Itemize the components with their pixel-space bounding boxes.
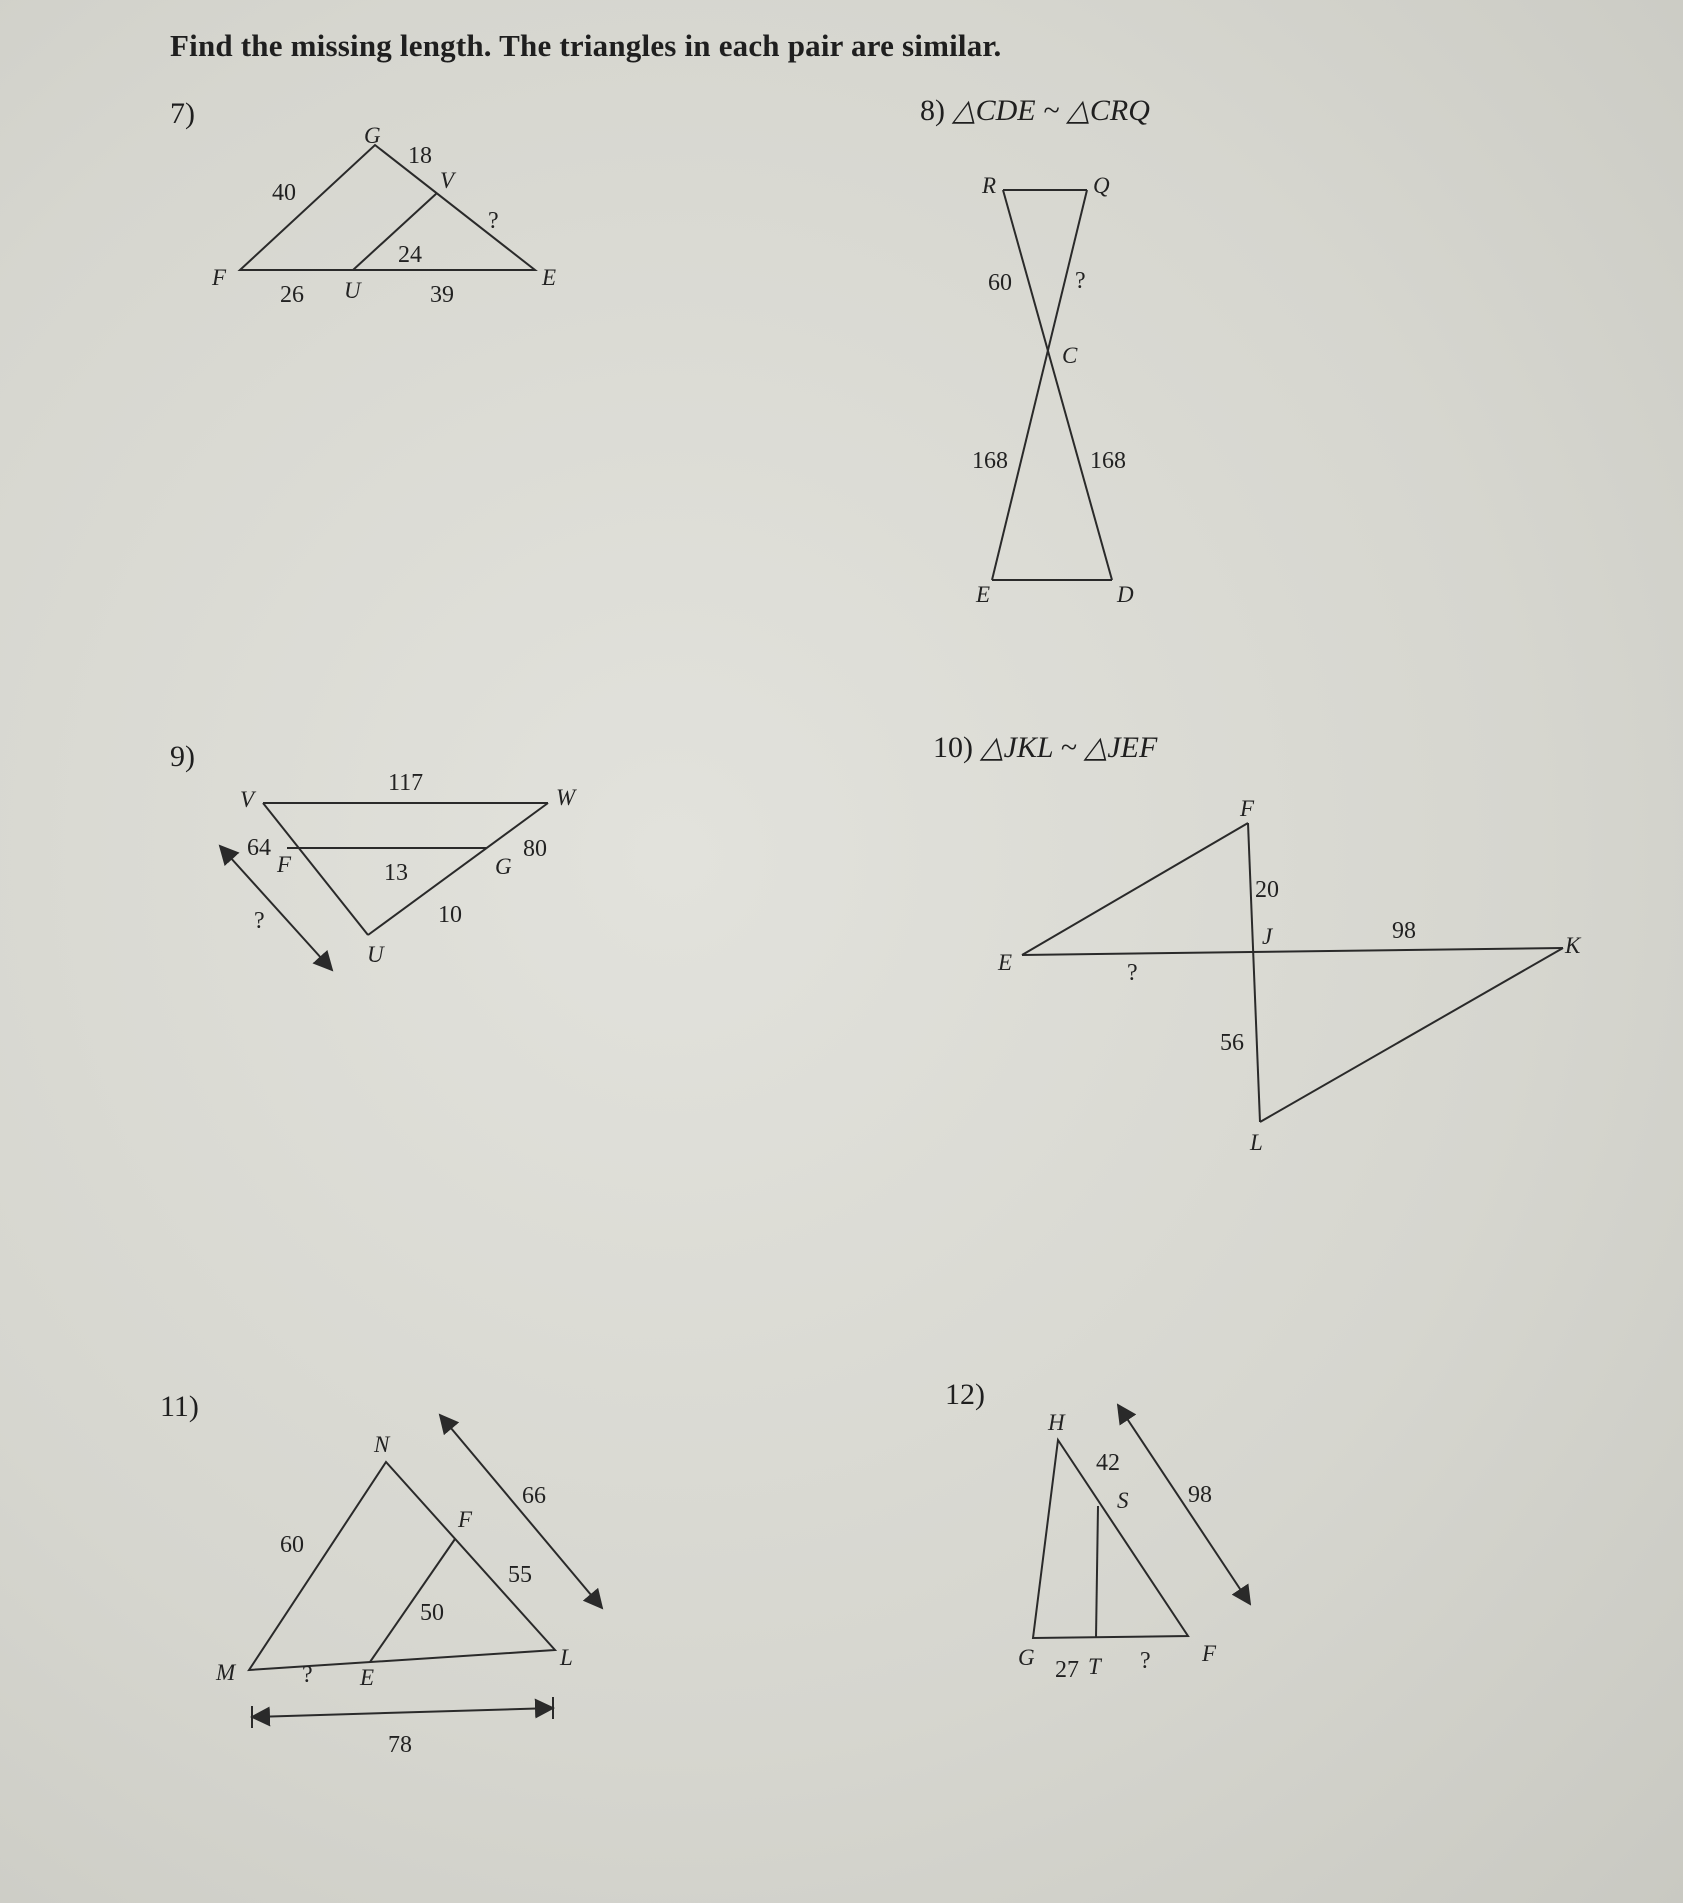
- p12-segment-st: [1096, 1506, 1098, 1638]
- p12-length-hf: 98: [1188, 1482, 1212, 1508]
- p8-length-cd: 168: [1090, 448, 1126, 474]
- p10-length-ej: ?: [1127, 960, 1138, 986]
- p12-length-gt: 27: [1055, 1657, 1079, 1683]
- p8-vertex-q: Q: [1093, 173, 1110, 198]
- p8-length-rc: 60: [988, 270, 1012, 296]
- p7-length-ve: ?: [488, 208, 499, 234]
- p8-vertex-e: E: [976, 582, 991, 607]
- p10-length-jk: 98: [1392, 918, 1416, 944]
- p11-vertex-f: F: [458, 1507, 473, 1532]
- p11-length-mn: 60: [280, 1532, 304, 1558]
- problem-11-figure: [215, 1415, 602, 1758]
- p9-vertex-u: U: [367, 942, 384, 967]
- p9-vertex-w: W: [556, 785, 576, 810]
- p7-length-fg: 40: [272, 180, 296, 206]
- p10-vertex-f: F: [1240, 796, 1255, 821]
- p11-vertex-m: M: [216, 1660, 236, 1685]
- p9-length-vw: 117: [388, 770, 424, 796]
- p9-length-fg: 13: [384, 860, 408, 886]
- p9-arrow-vu: [220, 846, 332, 970]
- p7-vertex-f: F: [212, 265, 227, 290]
- problem-8-figure: [972, 173, 1134, 607]
- p7-length-ue: 39: [430, 282, 454, 308]
- problem-11-number: 11): [160, 1390, 199, 1423]
- p9-length-fu: ?: [254, 908, 265, 934]
- problem-7-number: 7): [170, 97, 195, 130]
- p7-length-gv: 18: [408, 143, 432, 169]
- instructions-heading: Find the missing length. The triangles in each pair are similar.: [170, 28, 1002, 63]
- problem-10-number: 10): [933, 731, 973, 764]
- p9-length-gu: 10: [438, 902, 462, 928]
- p7-vertex-g: G: [364, 123, 381, 148]
- problem-7-figure: [211, 123, 556, 308]
- p11-length-fl: 55: [508, 1562, 532, 1588]
- p10-length-fj: 20: [1255, 877, 1279, 903]
- problem-9-number: 9): [170, 740, 195, 773]
- p7-length-uv: 24: [398, 242, 422, 268]
- p9-length-vf: 64: [247, 835, 271, 861]
- p8-segment-rd: [1003, 190, 1112, 580]
- p10-length-jl: 56: [1220, 1030, 1244, 1056]
- problem-10-relation: △JKL ~ △JEF: [980, 731, 1158, 764]
- p9-vertex-f: F: [277, 852, 292, 877]
- p7-vertex-v: V: [440, 168, 455, 193]
- p12-vertex-s: S: [1117, 1488, 1129, 1513]
- problem-9-figure: [220, 770, 577, 970]
- p7-vertex-u: U: [344, 278, 361, 303]
- p8-vertex-c: C: [1062, 343, 1078, 368]
- p9-vertex-v: V: [240, 787, 255, 812]
- problem-8-relation: △CDE ~ △CRQ: [952, 94, 1150, 127]
- p11-length-me: ?: [302, 1662, 313, 1688]
- p12-vertex-f: F: [1202, 1641, 1217, 1666]
- p12-vertex-t: T: [1088, 1654, 1101, 1679]
- p10-vertex-e: E: [998, 950, 1013, 975]
- p8-vertex-r: R: [982, 173, 997, 198]
- p10-vertex-k: K: [1565, 933, 1581, 958]
- p10-vertex-l: L: [1250, 1130, 1263, 1155]
- p8-length-qc: ?: [1075, 268, 1086, 294]
- p11-vertex-l: L: [560, 1645, 573, 1670]
- p8-length-ce: 168: [972, 448, 1008, 474]
- p11-length-ef: 50: [420, 1600, 444, 1626]
- p8-segment-qe: [992, 190, 1087, 580]
- problem-10-figure: [997, 796, 1582, 1155]
- p7-length-fu: 26: [280, 282, 304, 308]
- p11-length-nl: 66: [522, 1483, 546, 1509]
- p9-length-gw: 80: [523, 836, 547, 862]
- p10-segment-lk: [1260, 948, 1563, 1122]
- p10-segment-ek: [1022, 948, 1563, 955]
- problem-8-number: 8): [920, 94, 945, 127]
- p12-length-hs: 42: [1096, 1450, 1120, 1476]
- p9-vertex-g: G: [495, 854, 512, 879]
- p12-vertex-h: H: [1048, 1410, 1065, 1435]
- p8-vertex-d: D: [1117, 582, 1134, 607]
- problem-12-figure: [1018, 1405, 1250, 1683]
- p11-length-ml: 78: [388, 1732, 412, 1758]
- p10-segment-fl: [1248, 823, 1260, 1122]
- p11-vertex-e: E: [360, 1665, 375, 1690]
- problem-12-number: 12): [945, 1378, 985, 1411]
- p11-vertex-n: N: [374, 1432, 390, 1457]
- p10-segment-ef: [1022, 823, 1248, 955]
- p7-segment-uv: [353, 193, 437, 270]
- p12-arrow-hf: [1118, 1405, 1250, 1604]
- p11-arrow-ml: [252, 1708, 553, 1717]
- p12-length-tf: ?: [1140, 1648, 1151, 1674]
- p10-vertex-j: J: [1262, 924, 1273, 949]
- p7-vertex-e: E: [542, 265, 557, 290]
- p12-vertex-g: G: [1018, 1645, 1035, 1670]
